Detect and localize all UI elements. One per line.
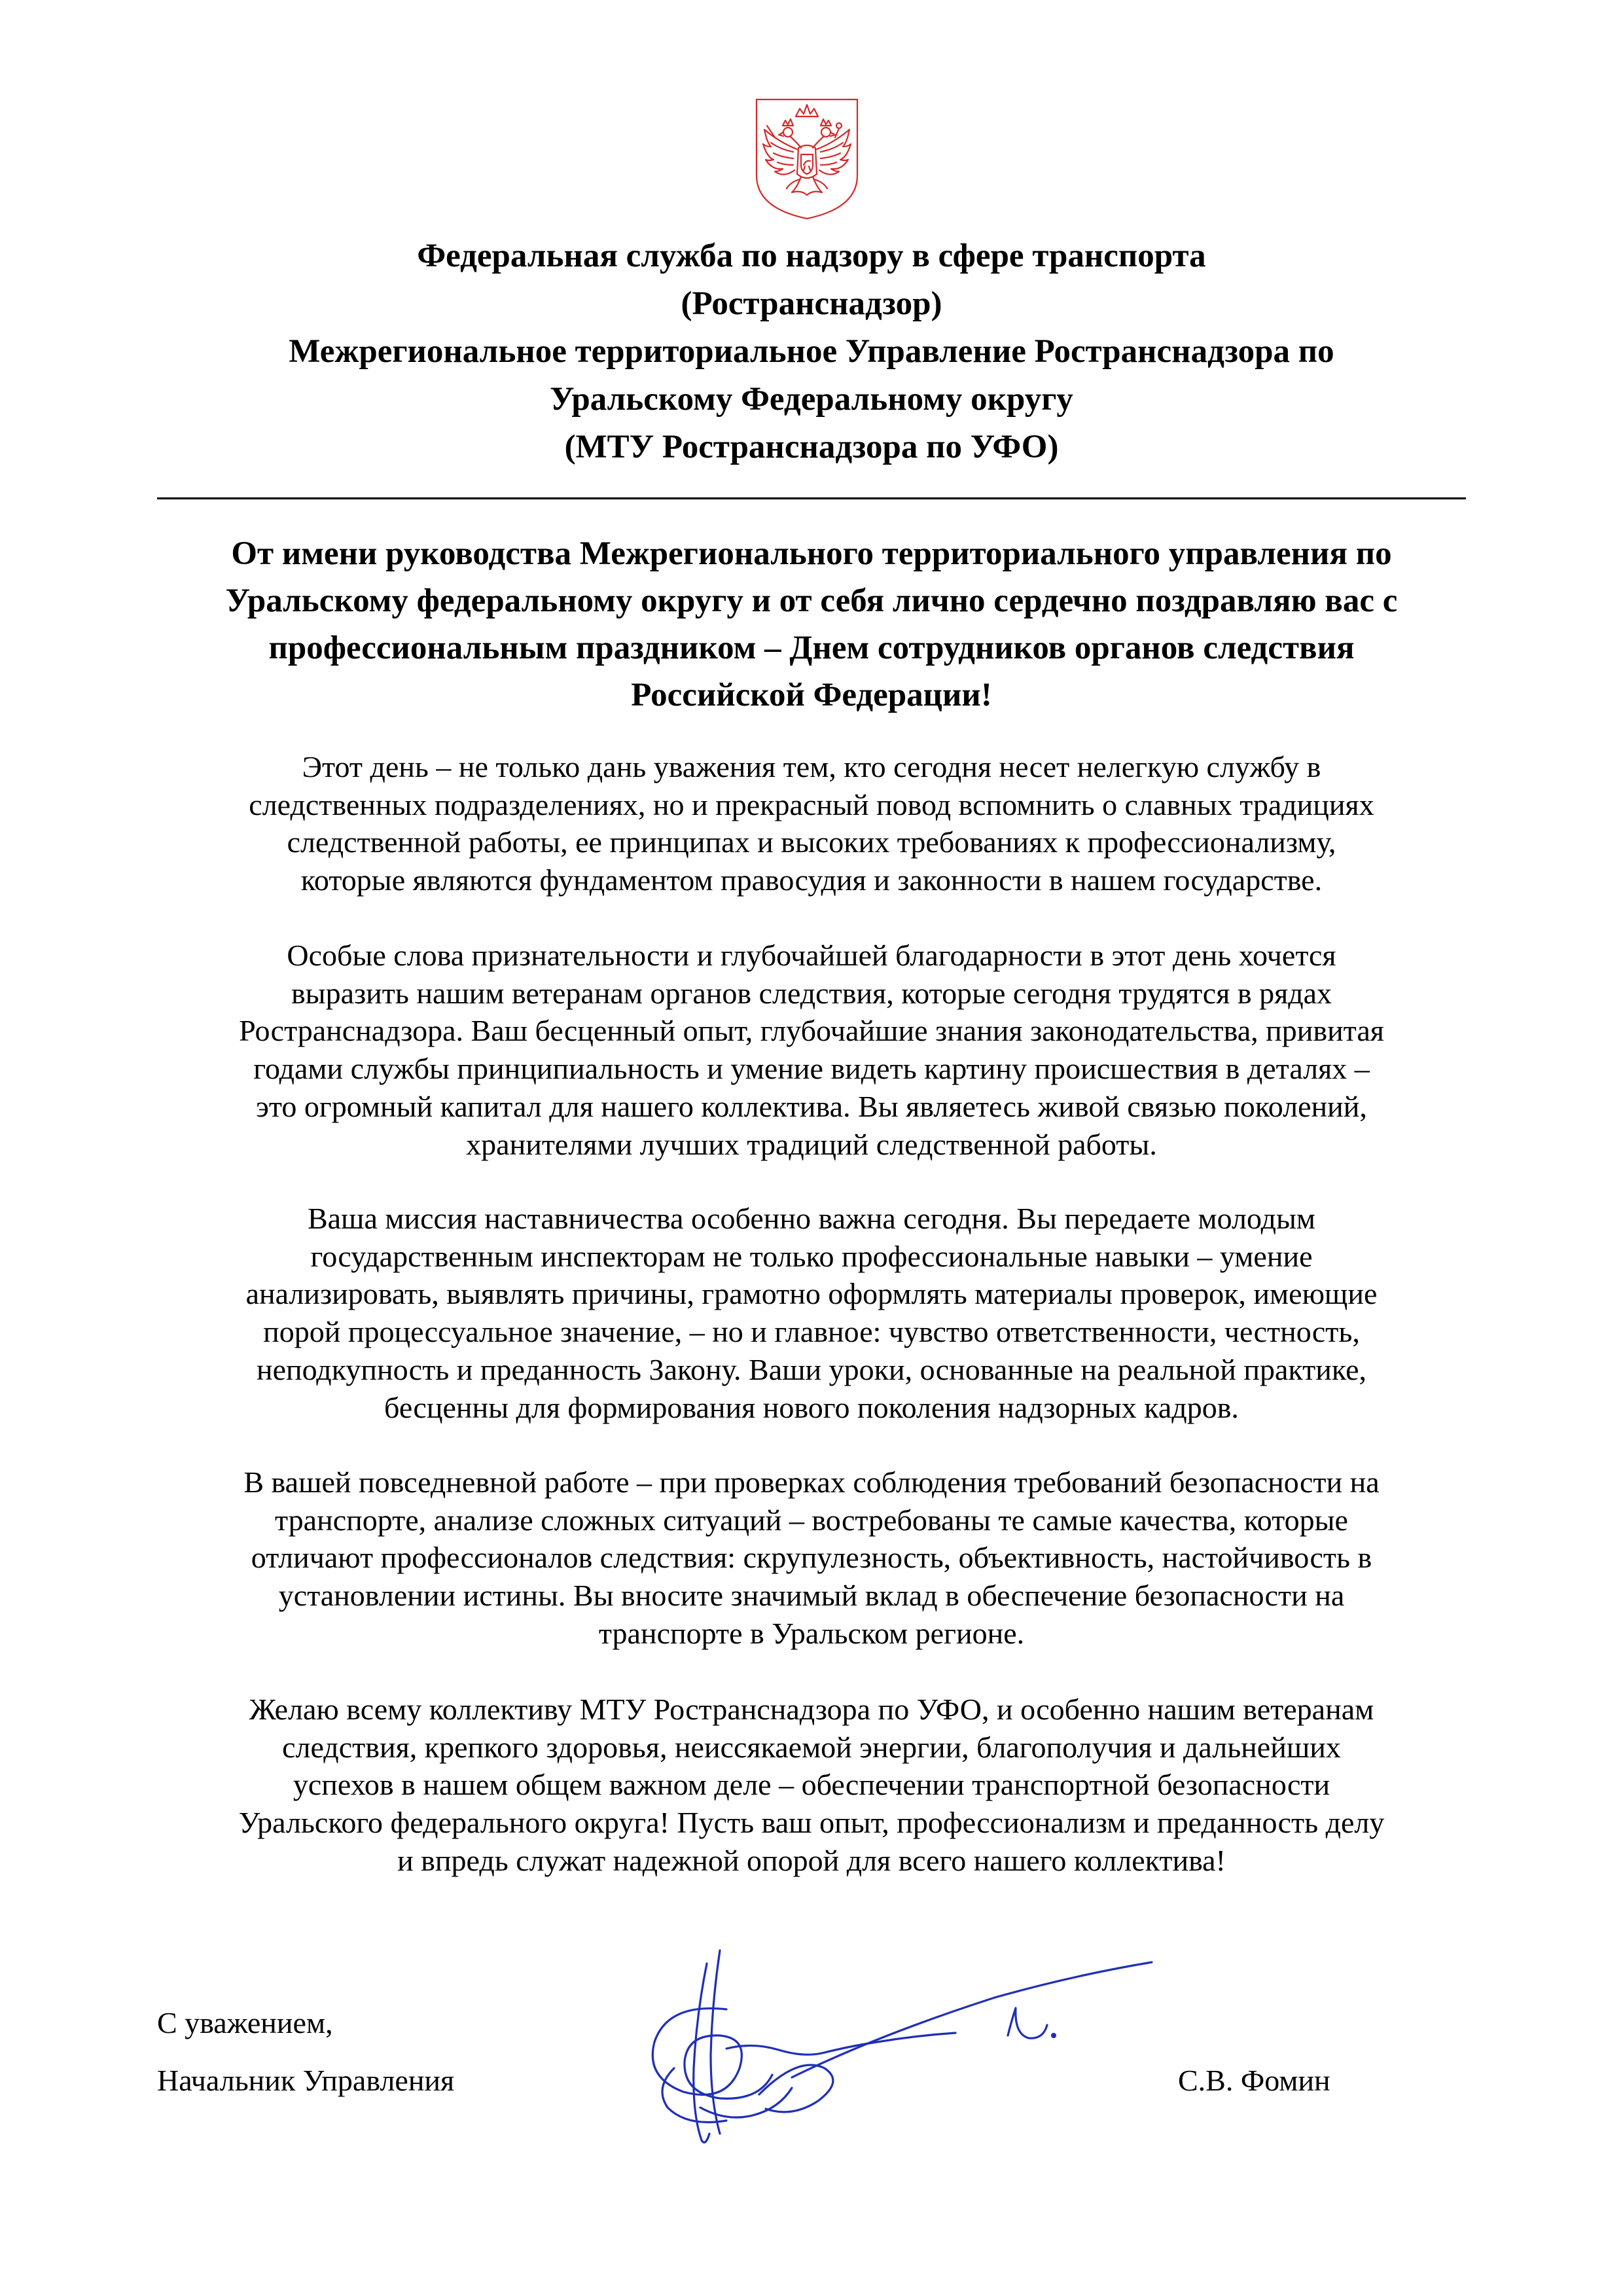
paragraph-line: установлении истины. Вы вносите значимый вклад в обеспечение безопасности на xyxy=(278,1579,1345,1613)
body-paragraph xyxy=(157,1200,1466,1426)
body-paragraph xyxy=(157,748,1466,899)
paragraph-line: Ространснадзора. Ваш бесценный опыт, глубочайшие знания законодательства, привитая xyxy=(239,1014,1384,1048)
paragraph-line: государственным инспекторам не только профессиональные навыки – умение xyxy=(310,1239,1313,1273)
header-line: Межрегиональное территориальное Управление Ространснадзора по xyxy=(289,333,1334,370)
signer-position: Начальник Управления xyxy=(157,2064,455,2097)
paragraph-line: бесценны для формирования нового поколения надзорных кадров. xyxy=(384,1390,1239,1424)
handwritten-signature xyxy=(628,1937,1165,2153)
header-line: Уральскому Федеральному округу xyxy=(550,381,1073,418)
header-line: Федеральная служба по надзору в сфере транспорта xyxy=(417,238,1206,274)
header-line: (МТУ Ространснадзора по УФО) xyxy=(564,429,1059,465)
paragraph-line: Ваша миссия наставничества особенно важна сегодня. Вы передаете молодым xyxy=(307,1202,1316,1235)
body-paragraph xyxy=(157,937,1466,1163)
paragraph-line: выразить нашим ветеранам органов следствия, которые сегодня трудятся в рядах xyxy=(291,976,1332,1010)
intro-line: Уральскому федеральному округу и от себя лично сердечно поздравляю вас с xyxy=(225,583,1398,619)
greeting-intro xyxy=(157,530,1466,719)
paragraph-line: следственной работы, ее принципах и высоких требованиях к профессионализму, xyxy=(287,825,1336,859)
paragraph-line: это огромный капитал для нашего коллектива. Вы являетесь живой связью поколений, xyxy=(256,1089,1367,1123)
paragraph-line: отличают профессионалов следствия: скрупулезность, объективность, настойчивость в xyxy=(251,1541,1372,1575)
paragraph-line: которые являются фундаментом правосудия и законности в нашем государстве. xyxy=(300,863,1323,897)
paragraph-line: транспорте, анализе сложных ситуаций – востребованы те самые качества, которые xyxy=(275,1503,1348,1537)
intro-line: От имени руководства Межрегионального территориального управления по xyxy=(231,535,1392,572)
paragraph-line: порой процессуальное значение, – но и главное: чувство ответственности, честность, xyxy=(263,1315,1360,1349)
paragraph-line: неподкупность и преданность Закону. Ваши уроки, основанные на реальной практике, xyxy=(256,1352,1367,1386)
intro-line: Российской Федерации! xyxy=(631,677,992,713)
coat-of-arms-icon xyxy=(754,97,860,221)
paragraph-line: и впредь служат надежной опорой для всего нашего коллектива! xyxy=(397,1843,1226,1877)
body-paragraph xyxy=(157,1691,1466,1880)
paragraph-line: Уральского федерального округа! Пусть ваш опыт, профессионализм и преданность делу xyxy=(238,1806,1385,1840)
intro-line: профессиональным праздником – Днем сотрудников органов следствия xyxy=(268,630,1355,666)
closing-phrase: С уважением, xyxy=(157,2006,333,2039)
paragraph-line: Этот день – не только дань уважения тем, кто сегодня несет нелегкую службу в xyxy=(302,750,1321,783)
header-divider xyxy=(157,497,1466,499)
paragraph-line: годами службы принципиальность и умение видеть картину происшествия в деталях – xyxy=(253,1052,1370,1086)
paragraph-line: Желаю всему коллективу МТУ Ространснадзора по УФО, и особенно нашим ветеранам xyxy=(249,1693,1374,1726)
header-line: (Ространснадзор) xyxy=(681,285,942,322)
paragraph-line: успехов в нашем общем важном деле – обеспечении транспортной безопасности xyxy=(293,1768,1330,1802)
paragraph-line: хранителями лучших традиций следственной работы. xyxy=(466,1127,1157,1161)
paragraph-line: анализировать, выявлять причины, грамотно оформлять материалы проверок, имеющие xyxy=(245,1277,1378,1311)
paragraph-line: транспорте в Уральском регионе. xyxy=(598,1616,1025,1650)
paragraph-line: следственных подразделениях, но и прекрасный повод вспомнить о славных традициях xyxy=(249,787,1374,821)
paragraph-line: Особые слова признательности и глубочайшей благодарности в этот день хочется xyxy=(287,939,1336,972)
paragraph-line: следствия, крепкого здоровья, неиссякаемой энергии, благополучия и дальнейших xyxy=(282,1730,1341,1764)
signer-name: С.В. Фомин xyxy=(1178,2064,1330,2097)
paragraph-line: В вашей повседневной работе – при проверках соблюдения требований безопасности на xyxy=(243,1465,1380,1499)
body-paragraph xyxy=(157,1463,1466,1653)
organization-header xyxy=(157,232,1466,471)
